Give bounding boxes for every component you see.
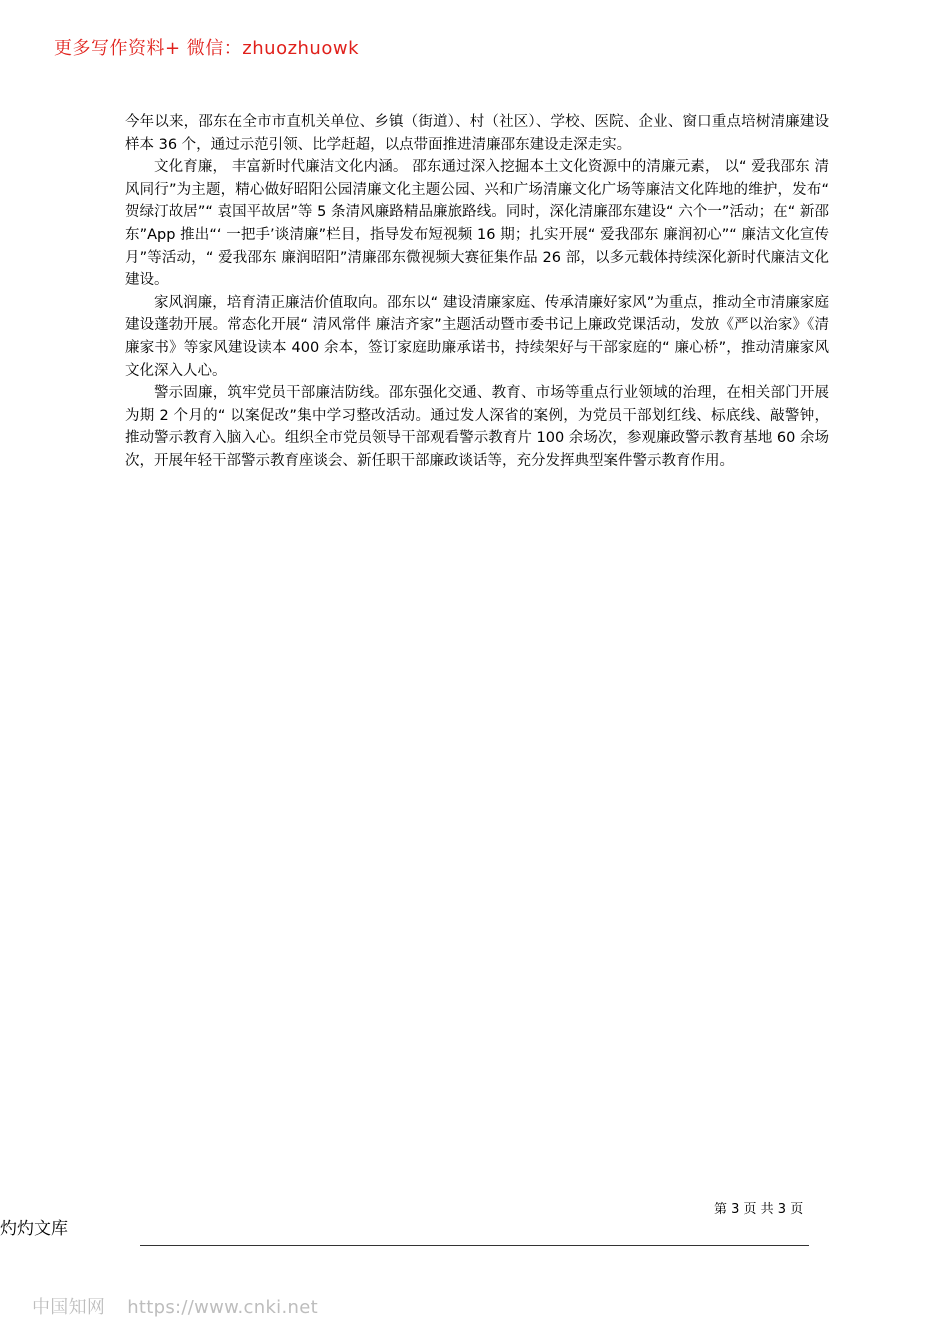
promo-banner: 更多写作资料+ 微信：zhuozhuowk [54, 38, 360, 59]
paragraph-intro: 今年以来，邵东在全市市直机关单位、乡镇（街道）、村（社区）、学校、医院、企业、窗口重点培树清廉建设样本 36 个，通过示范引领、比学赶超，以点带面推进清廉邵东建设走深走实。 [125, 114, 829, 153]
article-body [125, 111, 829, 473]
cnki-watermark [32, 1293, 318, 1319]
footer-divider [140, 1245, 809, 1246]
watermark-brand: 中国知网 [32, 1297, 106, 1318]
paragraph-family: 家风润廉，培育清正廉洁价值取向。邵东以“ 建设清廉家庭、传承清廉好家风”为重点，推动全市清廉家庭建设蓬勃开展。常态化开展“ 清风常伴 廉洁齐家”主题活动暨市委书记上廉政党课活动，发放《严以治家》《清廉家书》等家风建设读本 400 余本，签订家庭助廉承诺书，持续架好与干部家庭的“ 廉心桥”，推动清廉家风文化深入人心。 [125, 294, 829, 379]
page-number: 第 3 页 共 3 页 [714, 1202, 804, 1217]
paragraph-culture: 文化育廉， 丰富新时代廉洁文化内涵。 邵东通过深入挖掘本土文化资源中的清廉元素， 以“ 爱我邵东 清风同行”为主题，精心做好昭阳公园清廉文化主题公园、兴和广场清廉文化广场等廉洁文化阵地的维护，发布“ 贺绿汀故居”“ 袁国平故居”等 5 条清风廉路精品廉旅路线。同时，深化清廉邵东建设“ 六个一”活动；在“ 新邵东”App 推出“‘ 一把手’谈清廉”栏目，指导发布短视频 16 期；扎实开展“ 爱我邵东 廉润初心”“ 廉洁文化宣传月”等活动，“ 爱我邵东 廉润昭阳”清廉邵东微视频大赛征集作品 26 部，以多元载体持续深化新时代廉洁文化建设。 [125, 159, 829, 289]
paragraph-warning: 警示固廉，筑牢党员干部廉洁防线。邵东强化交通、教育、市场等重点行业领域的治理，在相关部门开展为期 2 个月的“ 以案促改”集中学习整改活动。通过发人深省的案例，为党员干部划红线、标底线、敲警钟，推动警示教育入脑入心。组织全市党员领导干部观看警示教育片 100 余场次，参观廉政警示教育基地 60 余场次，开展年轻干部警示教育座谈会、新任职干部廉政谈话等，充分发挥典型案件警示教育作用。 [125, 385, 829, 469]
watermark-url: https://www.cnki.net [127, 1297, 318, 1318]
library-name: 灼灼文库 [0, 1219, 68, 1239]
